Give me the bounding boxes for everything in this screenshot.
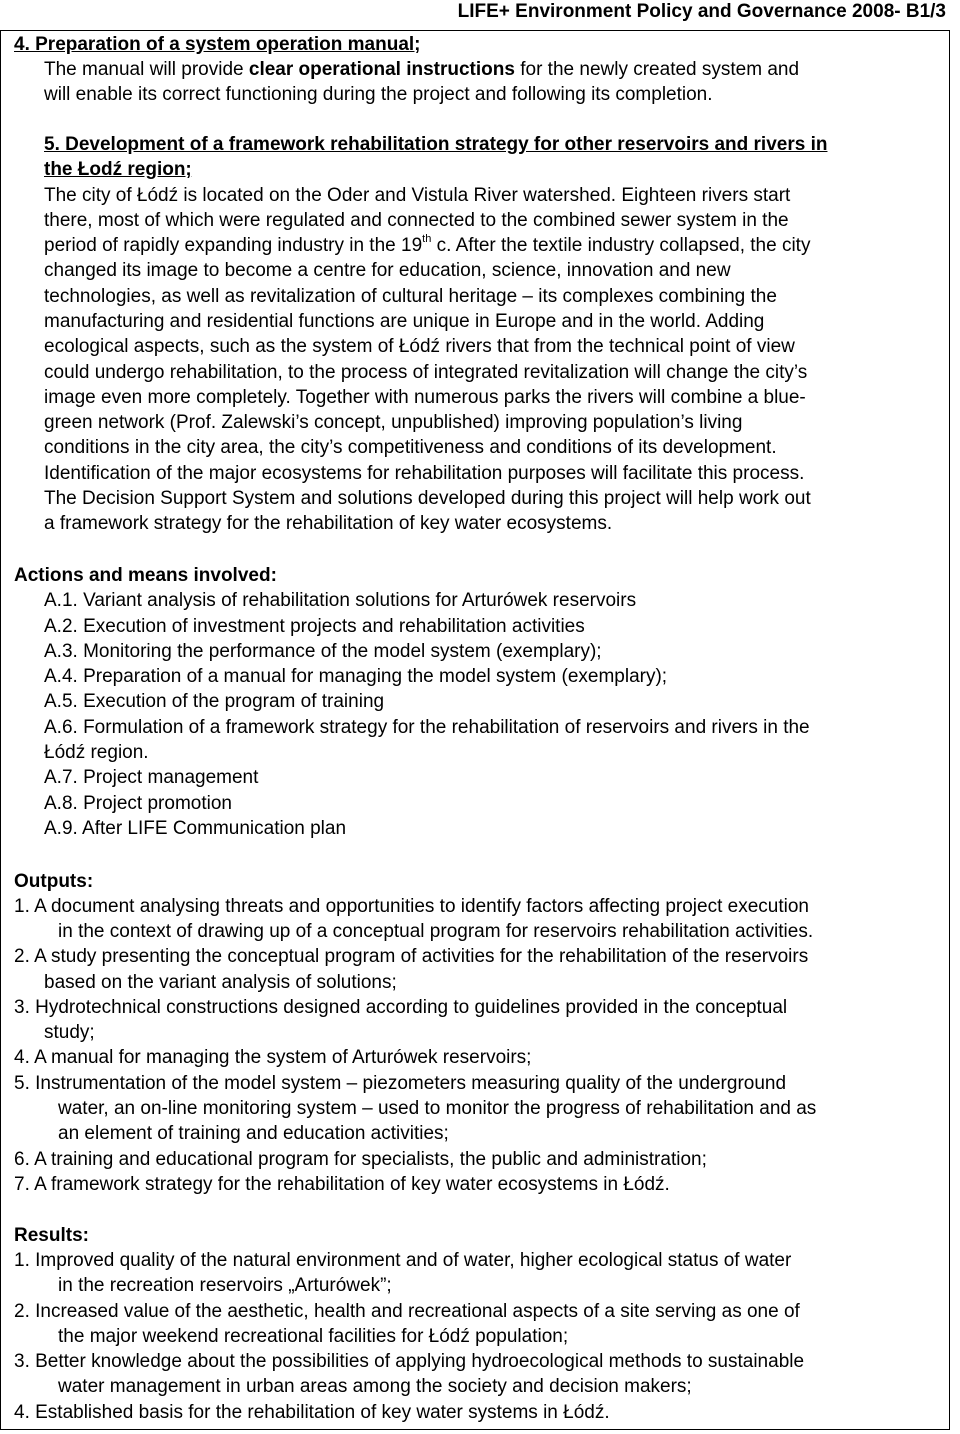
page-header	[0, 0, 950, 31]
section-4-line-1	[44, 57, 799, 82]
section-5-para-line: technologies, as well as revitalization of cultural heritage – its complexes combining the	[44, 286, 777, 307]
output-item: 3. Hydrotechnical constructions designed according to guidelines provided in the conceptual	[14, 997, 788, 1018]
output-item: 1. A document analysing threats and opportunities to identify factors affecting project execution	[14, 896, 809, 917]
section-5-para-line	[44, 233, 810, 258]
result-item: 3. Better knowledge about the possibilities of applying hydroecological methods to sustainable	[14, 1351, 805, 1372]
action-item: A.4. Preparation of a manual for managing the model system (exemplary);	[44, 666, 668, 687]
section-5-para-line: manufacturing and residential functions are unique in Europe and in the world. Adding	[44, 311, 765, 332]
section-5-para-line: ecological aspects, such as the system of Łódź rivers that from the technical point of view	[44, 336, 795, 357]
output-item-cont: study;	[44, 1022, 95, 1043]
section-5-para-line: there, most of which were regulated and connected to the combined sewer system in the	[44, 210, 789, 231]
output-item-cont: water, an on-line monitoring system – used to monitor the progress of rehabilitation and as	[58, 1098, 817, 1119]
text-run: for the newly created system and	[514, 59, 800, 80]
text-run: c. After the textile industry collapsed, the city	[431, 235, 811, 256]
result-item-cont: the major weekend recreational facilities for Łódź population;	[58, 1326, 569, 1347]
action-item: A.6. Formulation of a framework strategy for the rehabilitation of reservoirs and rivers in the	[44, 717, 810, 738]
output-item-cont: in the context of drawing up of a conceptual program for reservoirs rehabilitation activities.	[58, 921, 814, 942]
action-item: A.5. Execution of the program of training	[44, 691, 385, 712]
result-item-cont: in the recreation reservoirs „Arturówek”;	[58, 1275, 392, 1296]
bold-phrase: clear operational instructions	[248, 59, 515, 80]
superscript: th	[422, 233, 432, 245]
output-item: 6. A training and educational program for specialists, the public and administration;	[14, 1149, 707, 1170]
section-5-para-line: could undergo rehabilitation, to the process of integrated revitalization will change the city’s	[44, 362, 808, 383]
section-5-para-line: conditions in the city area, the city’s competitiveness and conditions of its development.	[44, 437, 777, 458]
section-5-para-line: green network (Prof. Zalewski’s concept, unpublished) improving population’s living	[44, 412, 743, 433]
section-4-heading: 4. Preparation of a system operation manual;	[14, 34, 421, 55]
section-5-para-line: The Decision Support System and solutions developed during this project will help work out	[44, 488, 811, 509]
result-item: 4. Established basis for the rehabilitation of key water systems in Łódź.	[14, 1402, 610, 1423]
section-5-para-line: image even more completely. Together with numerous parks the rivers will combine a blue-	[44, 387, 806, 408]
result-item: 1. Improved quality of the natural environment and of water, higher ecological status of water	[14, 1250, 792, 1271]
action-item: A.8. Project promotion	[44, 793, 232, 814]
section-5-heading: 5. Development of a framework rehabilitation strategy for other reservoirs and rivers in	[44, 134, 828, 155]
text-run: period of rapidly expanding industry in the 19	[44, 235, 423, 256]
section-5-para-line: changed its image to become a centre for education, science, innovation and new	[44, 260, 731, 281]
output-item: 2. A study presenting the conceptual program of activities for the rehabilitation of the reservoirs	[14, 946, 809, 967]
action-item: A.7. Project management	[44, 767, 259, 788]
results-heading: Results:	[14, 1225, 89, 1246]
action-item: A.3. Monitoring the performance of the model system (exemplary);	[44, 641, 602, 662]
section-5-para-line: a framework strategy for the rehabilitation of key water ecosystems.	[44, 513, 613, 534]
output-item-cont: an element of training and education activities;	[58, 1123, 449, 1144]
output-item: 7. A framework strategy for the rehabilitation of key water ecosystems in Łódź.	[14, 1174, 670, 1195]
action-item-cont: Łódź region.	[44, 742, 149, 763]
output-item-cont: based on the variant analysis of solutions;	[44, 972, 397, 993]
action-item: A.9. After LIFE Communication plan	[44, 818, 347, 839]
section-5-heading-cont: the Łodź region;	[44, 159, 192, 180]
output-item: 4. A manual for managing the system of Arturówek reservoirs;	[14, 1047, 532, 1068]
section-5-para-line: Identification of the major ecosystems for rehabilitation purposes will facilitate this process.	[44, 463, 805, 484]
section-5-para-line: The city of Łódź is located on the Oder and Vistula River watershed. Eighteen rivers start	[44, 185, 791, 206]
action-item: A.2. Execution of investment projects and rehabilitation activities	[44, 616, 585, 637]
text-run: The manual will provide	[44, 59, 249, 80]
action-item: A.1. Variant analysis of rehabilitation solutions for Arturówek reservoirs	[44, 590, 637, 611]
result-item-cont: water management in urban areas among the society and decision makers;	[58, 1376, 692, 1397]
outputs-heading: Outputs:	[14, 871, 94, 892]
output-item: 5. Instrumentation of the model system – piezometers measuring quality of the underground	[14, 1073, 787, 1094]
section-4-line-2: will enable its correct functioning during the project and following its completion.	[44, 84, 713, 105]
header-title: LIFE+ Environment Policy and Governance 2008- B1/3	[457, 1, 946, 22]
result-item: 2. Increased value of the aesthetic, health and recreational aspects of a site serving as one of	[14, 1301, 800, 1322]
actions-heading: Actions and means involved:	[14, 565, 277, 586]
